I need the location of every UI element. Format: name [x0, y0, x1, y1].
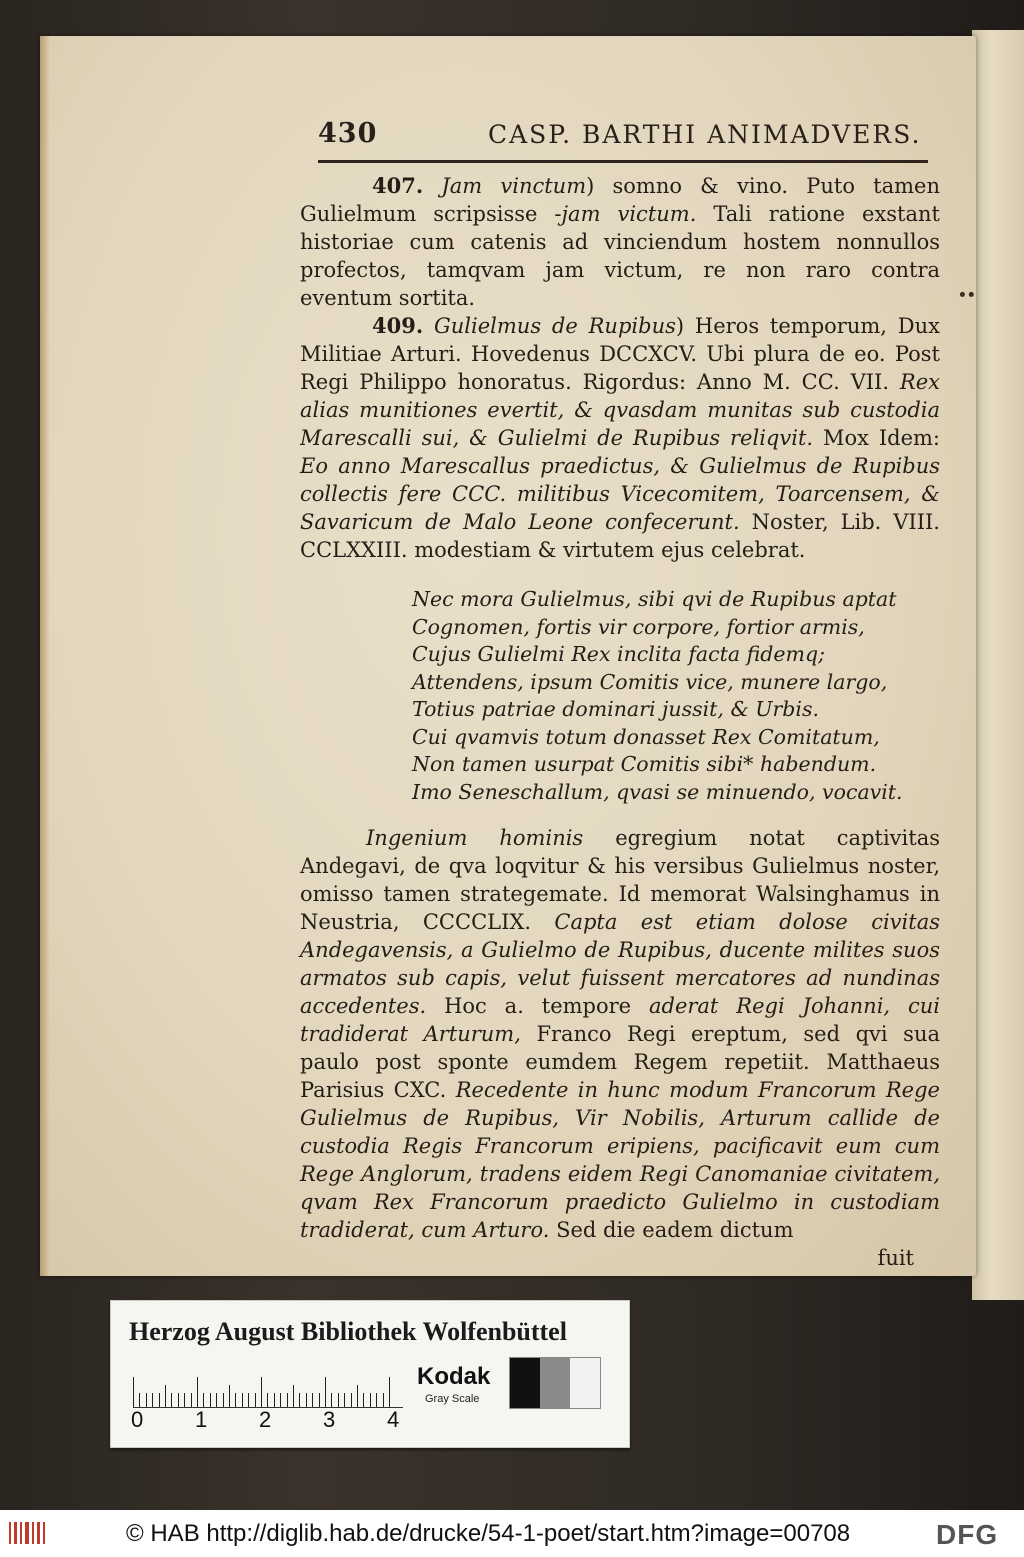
- ruler-tick: [171, 1393, 172, 1407]
- ruler-tick: [293, 1385, 294, 1407]
- ruler-tick: [235, 1393, 236, 1407]
- note-text: Tali ratione exstant historiae cum catenis ad vinciendum hostem nonnullos profectos, tamqvam jam victum, re non raro contra eventum sortita.: [300, 202, 940, 310]
- note-text: ) Heros temporum, Dux Militiae Arturi. Hovedenus DCCXCV. Ubi plura de eo. Post Regi Philippo honoratus. Rigordus: Anno M. CC. VII.: [300, 314, 940, 394]
- para-text: Hoc a. tempore: [444, 994, 632, 1018]
- ruler-tick: [280, 1393, 281, 1407]
- note-lemma: Gulielmus de Rupibus: [434, 314, 676, 338]
- note-number: 409.: [372, 313, 424, 338]
- ruler-tick: [267, 1393, 268, 1407]
- ruler-tick: [146, 1393, 147, 1407]
- para-text: Franco Regi ereptum, sed qvi sua paulo post sponte eumdem Regem repetiit. Matthaeus Parisius CXC.: [300, 1022, 940, 1102]
- running-head: [318, 118, 938, 154]
- note-409: [300, 312, 940, 564]
- library-name: Herzog August Bibliothek Wolfenbüttel: [129, 1317, 567, 1346]
- gray-swatches: [509, 1357, 601, 1409]
- ruler-tick: [261, 1377, 262, 1407]
- ruler-tick: [159, 1393, 160, 1407]
- dfg-logo: DFG: [936, 1519, 999, 1550]
- note-text: Noster, Lib. VIII. CCLXXIII. modestiam & virtutem ejus celebrat.: [300, 510, 940, 562]
- margin-mark: ∙∙: [958, 284, 976, 305]
- ruler-tick: [357, 1385, 358, 1407]
- ruler-tick: [274, 1393, 275, 1407]
- ruler-tick: [133, 1377, 134, 1407]
- ruler-tick: [389, 1377, 390, 1407]
- ruler-tick: [299, 1393, 300, 1407]
- color-calibration-card: [110, 1300, 630, 1448]
- header-rule: [318, 160, 928, 163]
- page-text: [300, 172, 940, 1272]
- page-number: 430: [318, 118, 378, 149]
- verse-line: Totius patriae dominari jussit, & Urbis.: [412, 697, 820, 721]
- kodak-logo: Kodak: [417, 1363, 491, 1390]
- ruler-tick: [197, 1377, 198, 1407]
- note-italic: Eo anno Marescallus praedictus, & Gulielmus de Rupibus collectis fere CCC. militibus Vicecomitem, Toarcensem, & Savaricum de Malo Leone confecerunt.: [300, 454, 940, 534]
- ruler-number: 4: [387, 1407, 400, 1432]
- ruler-tick: [319, 1393, 320, 1407]
- ruler-tick: [351, 1393, 352, 1407]
- verse-line: Imo Seneschallum, qvasi se minuendo, vocavit.: [412, 779, 903, 804]
- ruler-tick: [229, 1385, 230, 1407]
- ruler-number: 2: [259, 1407, 272, 1432]
- ruler-tick: [242, 1393, 243, 1407]
- para-italic: Recedente in hunc modum Francorum Rege Gulielmus de Rupibus, Vir Nobilis, Arturum callide de custodia Regis Francorum eripiens, pacificavit eum cum Rege Anglorum, tradens eidem Regi Canomaniae civitatem, qvam Rex Francorum praedicto Gulielmo in custodiam tradiderat, cum Arturo.: [300, 1078, 940, 1242]
- ruler-tick: [216, 1393, 217, 1407]
- verse-line: Cujus Gulielmi Rex inclita facta fidemq;: [412, 642, 826, 666]
- ruler-tick: [363, 1393, 364, 1407]
- ruler-numbers: [125, 1407, 425, 1435]
- note-text: Mox Idem:: [822, 426, 940, 450]
- ruler-tick: [165, 1385, 166, 1407]
- ruler-tick: [312, 1393, 313, 1407]
- cm-ruler: [133, 1375, 403, 1408]
- ruler-tick: [306, 1393, 307, 1407]
- para-italic: Capta est etiam dolose civitas Andegavensis, a Gulielmo de Rupibus, ducente milites suos armatos sub capis, velut fuissent mercatores ad nundinas accedentes.: [300, 910, 941, 1018]
- ruler-tick: [344, 1393, 345, 1407]
- verse-line: Cognomen, fortis vir corpore, fortior armis,: [412, 614, 865, 639]
- swatch-black: [510, 1358, 540, 1408]
- copyright-url[interactable]: © HAB http://diglib.hab.de/drucke/54-1-poet/start.htm?image=00708: [126, 1520, 851, 1547]
- note-lemma: Jam vinctum: [441, 174, 587, 198]
- ruler-tick: [287, 1393, 288, 1407]
- swatch-gray: [540, 1358, 570, 1408]
- para-text: Sed die eadem dictum: [556, 1218, 794, 1242]
- barcode-icon: [8, 1520, 48, 1546]
- ruler-tick: [184, 1393, 185, 1407]
- ruler-tick: [338, 1393, 339, 1407]
- ruler-tick: [255, 1393, 256, 1407]
- gray-scale-label: Gray Scale: [425, 1393, 480, 1405]
- ruler-tick: [139, 1393, 140, 1407]
- footer-bar: [0, 1510, 1024, 1557]
- verse-line: Cui qvamvis totum donasset Rex Comitatum,: [412, 724, 880, 749]
- verse-line: Nec mora Gulielmus, sibi qvi de Rupibus aptat: [412, 587, 897, 611]
- paragraph-ingenium: [300, 824, 940, 1244]
- ruler-tick: [383, 1393, 384, 1407]
- para-italic: aderat Regi Johanni, cui tradiderat Arturum,: [300, 994, 940, 1046]
- note-italic: jam victum.: [561, 202, 697, 226]
- ruler-tick: [331, 1393, 332, 1407]
- page-binding-shadow: [40, 36, 50, 1276]
- running-title: CASP. BARTHI ANIMADVERS.: [488, 120, 922, 149]
- ruler-number: 3: [323, 1407, 336, 1432]
- ruler-tick: [370, 1393, 371, 1407]
- ruler-number: 1: [195, 1407, 208, 1432]
- swatch-white: [570, 1358, 600, 1408]
- ruler-tick: [191, 1393, 192, 1407]
- note-407: [300, 172, 940, 312]
- ruler-tick: [210, 1393, 211, 1407]
- note-number: 407.: [372, 173, 424, 198]
- note-italic: Rex alias munitiones evertit, & qvasdam munitas sub custodia Marescalli sui, & Gulielmi de Rupibus reliqvit.: [300, 370, 940, 450]
- para-text: egregium notat captivitas Andegavi, de qva loqvitur & his versibus Gulielmus noster, omisso tamen strategemate. Id memorat Walsinghamus in Neustria, CCCCLIX.: [300, 826, 940, 934]
- ruler-tick: [248, 1393, 249, 1407]
- verse-line: Non tamen usurpat Comitis sibi* habendum.: [412, 752, 877, 776]
- ruler-tick: [223, 1393, 224, 1407]
- ruler-tick: [203, 1393, 204, 1407]
- ruler-tick: [152, 1393, 153, 1407]
- ruler-number: 0: [131, 1407, 144, 1432]
- verse-line: Attendens, ipsum Comitis vice, munere largo,: [412, 669, 888, 694]
- catchword: fuit: [877, 1246, 914, 1270]
- ruler-tick: [325, 1377, 326, 1407]
- para-italic: Ingenium hominis: [366, 826, 584, 850]
- ruler-tick: [376, 1393, 377, 1407]
- note-text: ) somno & vino. Puto tamen Gulielmum scripsisse -: [300, 174, 940, 226]
- verse-quotation: [412, 586, 940, 806]
- ruler-tick: [178, 1393, 179, 1407]
- facing-page-edge: [972, 30, 1024, 1300]
